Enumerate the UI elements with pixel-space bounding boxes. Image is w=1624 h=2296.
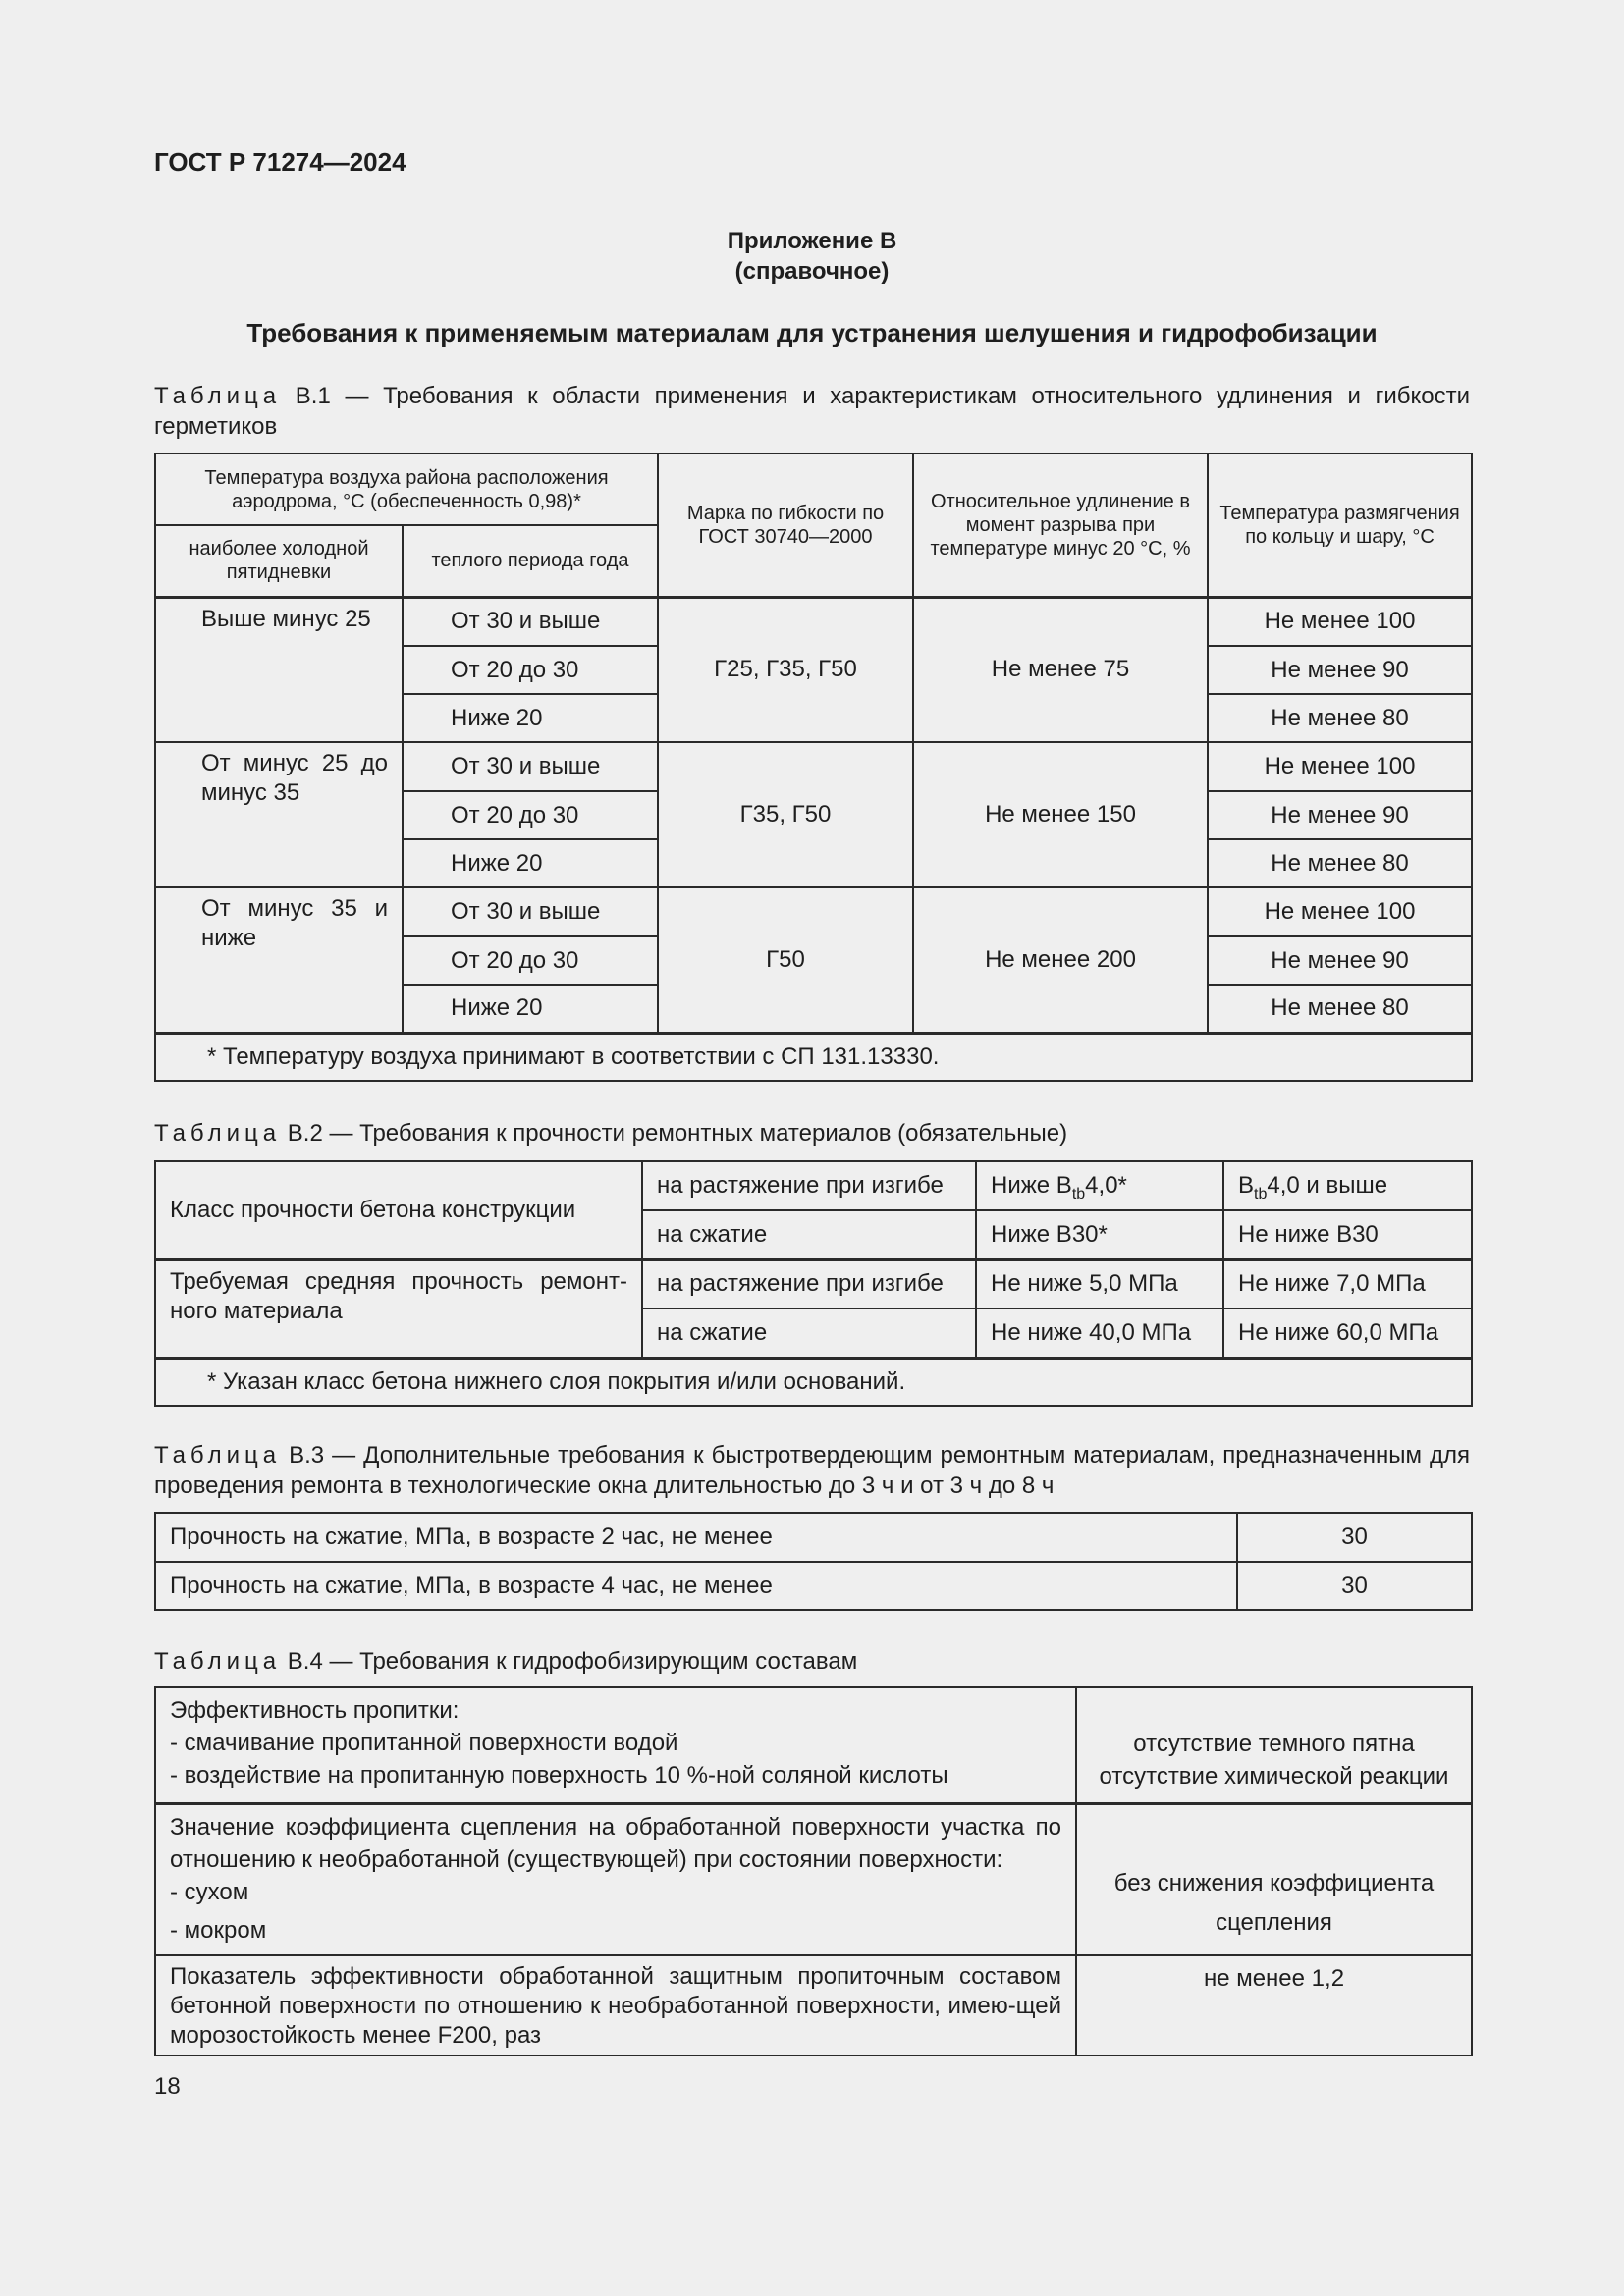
- grade-value: Г50: [658, 887, 913, 1033]
- repair-bend-low: Не ниже 5,0 МПа: [976, 1259, 1223, 1308]
- warm-value: Ниже 20: [403, 985, 658, 1033]
- header-grade: Марка по гибкости по ГОСТ 30740—2000: [658, 454, 913, 597]
- header-softening: Температура размягчения по кольцу и шару, °С: [1208, 454, 1472, 597]
- warm-value: От 20 до 30: [403, 791, 658, 839]
- acid-result: отсутствие химической реакции: [1099, 1762, 1449, 1789]
- appendix-note: (справочное): [734, 258, 890, 285]
- header-warm-period: теплого периода года: [403, 525, 658, 597]
- softening-value: Не менее 80: [1208, 694, 1472, 742]
- wet-item: - мокром: [170, 1916, 267, 1944]
- compression-label: на сжатие: [642, 1210, 976, 1259]
- softening-value: Не менее 90: [1208, 936, 1472, 985]
- appendix-heading: [154, 226, 1470, 287]
- table1-footnote: * Температуру воздуха принимают в соответствии с СП 131.13330.: [155, 1033, 1472, 1081]
- header-coldest-period: наиболее холодной пятидневки: [155, 525, 403, 597]
- repair-comp-low: Не ниже 40,0 МПа: [976, 1308, 1223, 1358]
- table2-footnote: * Указан класс бетона нижнего слоя покрытия и/или оснований.: [155, 1358, 1472, 1406]
- table-label: Таблица: [154, 1648, 282, 1675]
- concrete-bend-low: [976, 1161, 1223, 1210]
- impregnation-efficiency-value: [1076, 1687, 1472, 1803]
- value-subscript: tb: [1071, 1185, 1086, 1202]
- value-prefix: B: [1238, 1172, 1255, 1199]
- page-number: 18: [154, 2073, 181, 2100]
- compression-label: на сжатие: [642, 1308, 976, 1358]
- document-header: ГОСТ Р 71274—2024: [154, 147, 406, 177]
- value-prefix: Ниже B: [991, 1172, 1072, 1199]
- repair-bend-high: Не ниже 7,0 МПа: [1223, 1259, 1472, 1308]
- table-b1: [154, 453, 1473, 1082]
- warm-value: От 20 до 30: [403, 936, 658, 985]
- table-caption-text: В.1 — Требования к области применения и характеристикам относительного удлинения и гибкости герметиков: [154, 383, 1471, 440]
- repair-strength-label: Требуемая средняя прочность ремонт-ного материала: [155, 1259, 642, 1358]
- warm-value: От 30 и выше: [403, 597, 658, 646]
- softening-value: Не менее 100: [1208, 742, 1472, 791]
- wetting-item: - смачивание пропитанной поверхности водой: [170, 1730, 678, 1756]
- warm-value: От 20 до 30: [403, 646, 658, 694]
- impregnation-efficiency-label: [155, 1687, 1076, 1803]
- warm-value: От 30 и выше: [403, 887, 658, 936]
- adhesion-coefficient-value: [1076, 1803, 1472, 1955]
- table-caption-text: В.4 — Требования к гидрофобизирующим составам: [287, 1648, 858, 1675]
- table-caption-text: В.3 — Дополнительные требования к быстротвердеющим ремонтным материалам, предназначенным для проведения ремонта в технологические окна длительностью до 3 ч и от 3 ч до 8 ч: [154, 1442, 1470, 1499]
- strength-4h-value: 30: [1237, 1562, 1472, 1610]
- appendix-title: Приложение В: [727, 228, 897, 254]
- adhesion-result-line2: сцепления: [1216, 1908, 1332, 1936]
- dry-item: - сухом: [170, 1878, 249, 1905]
- header-air-temperature: Температура воздуха района расположения аэродрома, °С (обеспеченность 0,98)*: [155, 454, 658, 525]
- header-elongation: Относительное удлинение в момент разрыва при температуре минус 20 °С, %: [913, 454, 1208, 597]
- table-caption-text: В.2 — Требования к прочности ремонтных материалов (обязательные): [287, 1120, 1068, 1147]
- table-b2: [154, 1160, 1473, 1407]
- adhesion-description: Значение коэффициента сцепления на обработанной поверхности участка по отношению к необработанной (существующей) при состоянии поверхности:: [170, 1813, 1061, 1873]
- elongation-value: Не менее 150: [913, 742, 1208, 887]
- adhesion-result-line1: без снижения коэффициента: [1113, 1869, 1435, 1896]
- table-b4: [154, 1686, 1473, 2056]
- value-subscript: tb: [1254, 1185, 1268, 1202]
- bend-tension-label: на растяжение при изгибе: [642, 1161, 976, 1210]
- table-b3: [154, 1512, 1473, 1611]
- table-label: Таблица: [154, 383, 282, 409]
- cold-value: От минус 25 до минус 35: [155, 742, 403, 887]
- warm-value: От 30 и выше: [403, 742, 658, 791]
- grade-value: Г35, Г50: [658, 742, 913, 887]
- strength-2h-label: Прочность на сжатие, МПа, в возрасте 2 час, не менее: [155, 1513, 1237, 1562]
- strength-4h-label: Прочность на сжатие, МПа, в возрасте 4 час, не менее: [155, 1562, 1237, 1610]
- concrete-class-label: Класс прочности бетона конструкции: [155, 1161, 642, 1259]
- frost-resistance-value: не менее 1,2: [1076, 1955, 1472, 2056]
- table3-caption: [154, 1440, 1470, 1501]
- warm-value: Ниже 20: [403, 694, 658, 742]
- softening-value: Не менее 80: [1208, 839, 1472, 887]
- frost-resistance-label: Показатель эффективности обработанной защитным пропиточным составом бетонной поверхности по отношению к необработанной поверхности, имею-щей морозостойкость менее F200, раз: [155, 1955, 1076, 2056]
- strength-2h-value: 30: [1237, 1513, 1472, 1562]
- acid-item: - воздействие на пропитанную поверхность 10 %-ной соляной кислоты: [170, 1762, 948, 1789]
- elongation-value: Не менее 200: [913, 887, 1208, 1033]
- wetting-result: отсутствие темного пятна: [1133, 1730, 1415, 1757]
- repair-comp-high: Не ниже 60,0 МПа: [1223, 1308, 1472, 1358]
- concrete-comp-high: Не ниже В30: [1223, 1210, 1472, 1259]
- elongation-value: Не менее 75: [913, 597, 1208, 742]
- softening-value: Не менее 90: [1208, 791, 1472, 839]
- warm-value: Ниже 20: [403, 839, 658, 887]
- impregnation-title: Эффективность пропитки:: [170, 1697, 460, 1724]
- value-suffix: 4,0*: [1085, 1172, 1127, 1199]
- adhesion-coefficient-label: [155, 1803, 1076, 1955]
- grade-value: Г25, Г35, Г50: [658, 597, 913, 742]
- table4-caption: [154, 1646, 1470, 1677]
- cold-value: От минус 35 и ниже: [155, 887, 403, 1033]
- softening-value: Не менее 100: [1208, 597, 1472, 646]
- concrete-comp-low: Ниже В30*: [976, 1210, 1223, 1259]
- softening-value: Не менее 90: [1208, 646, 1472, 694]
- softening-value: Не менее 100: [1208, 887, 1472, 936]
- concrete-bend-high: [1223, 1161, 1472, 1210]
- bend-tension-label: на растяжение при изгибе: [642, 1259, 976, 1308]
- value-suffix: 4,0 и выше: [1267, 1172, 1388, 1199]
- cold-value: Выше минус 25: [155, 597, 403, 742]
- table-label: Таблица: [154, 1120, 282, 1147]
- table-label: Таблица: [154, 1442, 282, 1468]
- table2-caption: [154, 1118, 1470, 1148]
- softening-value: Не менее 80: [1208, 985, 1472, 1033]
- table1-caption: [154, 381, 1470, 442]
- section-title: Требования к применяемым материалам для устранения шелушения и гидрофобизации: [246, 318, 1378, 347]
